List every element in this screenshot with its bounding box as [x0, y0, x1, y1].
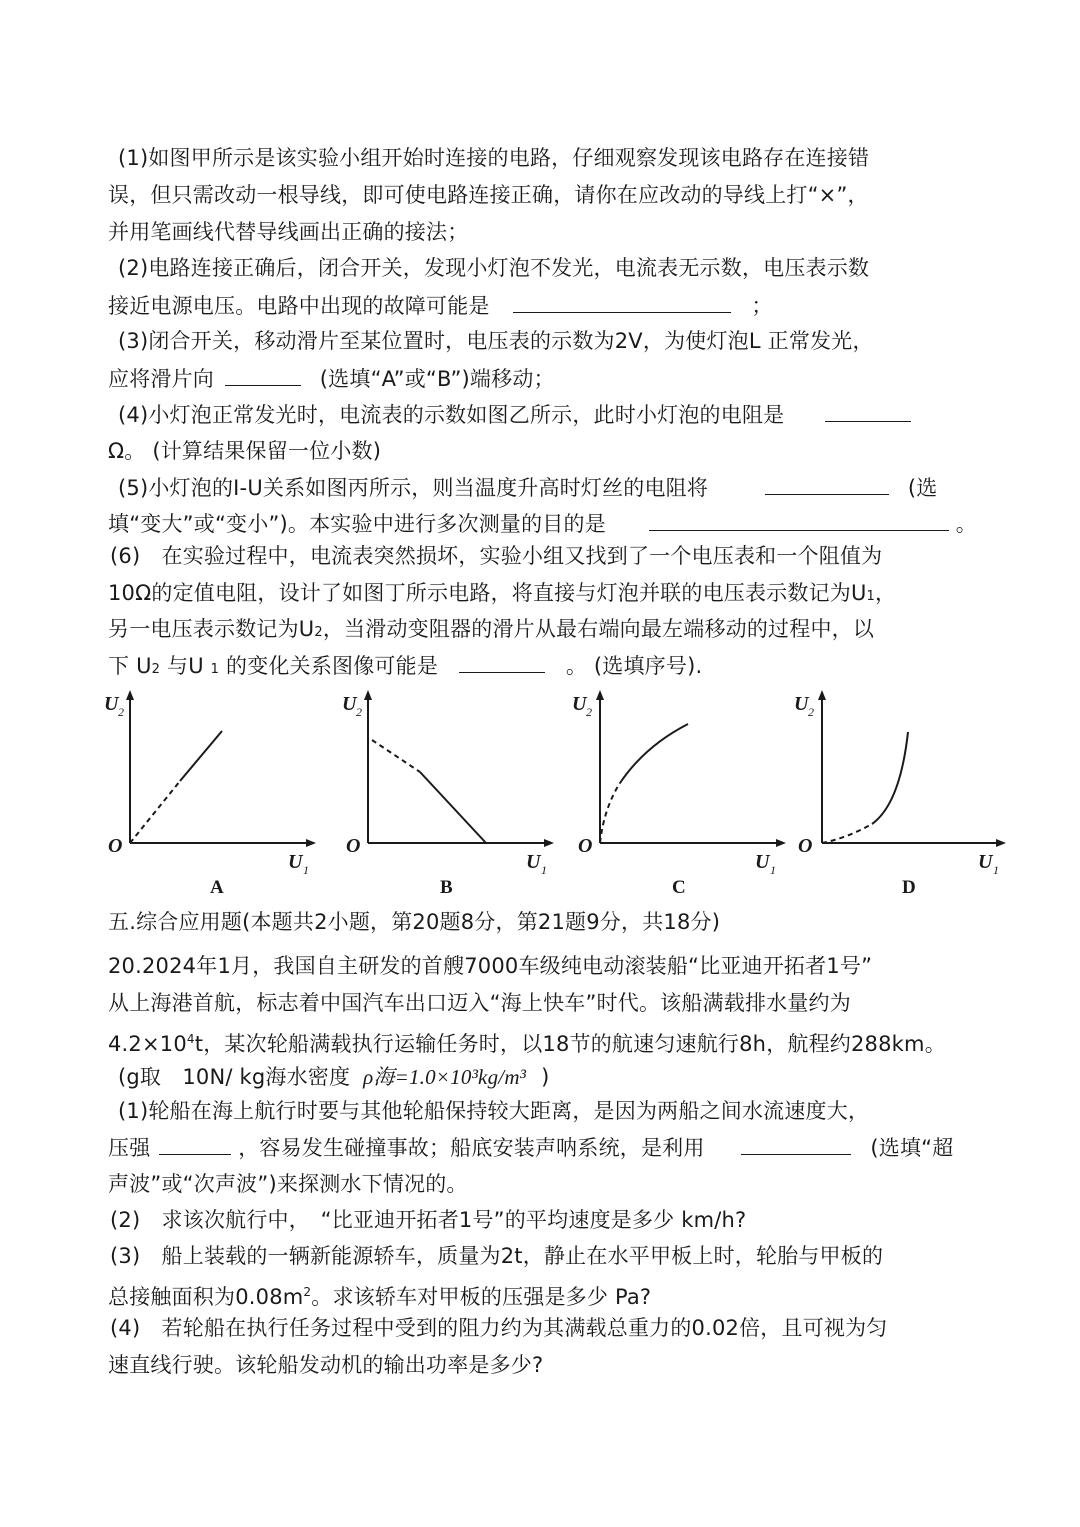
graph-b-y-label: U [342, 693, 357, 715]
graph-c-x-arrow [776, 839, 786, 847]
q19-part4-line2: Ω。 (计算结果保留一位小数) [108, 439, 382, 463]
graph-b-x-label: U [526, 851, 541, 873]
q19-part3-text: 应将滑片向 [108, 367, 214, 391]
q19-part1-line3: 并用笔画线代替导线画出正确的接法； [108, 220, 469, 244]
graph-choice-blank[interactable] [459, 650, 545, 673]
graph-a-y-arrow [126, 690, 134, 700]
graph-c-dashed-segment [600, 783, 620, 843]
q19-part6-text3b: ，当滑动变阻器的滑片从最右端向最左端移动的过程中，以 [322, 617, 875, 641]
q19-part4-text: (4)小灯泡正常发光时，电流表的示数如图乙所示，此时小灯泡的电阻是 [118, 403, 785, 427]
q20-sub1-line2 [108, 1132, 953, 1163]
q20-sub1-text-c: (选填“超 [870, 1136, 954, 1160]
graph-c-x-sub: 1 [770, 863, 776, 877]
section5-header: 五.综合应用题(本题共2小题，第20题8分，第21题9分，共18分) [108, 910, 721, 934]
q19-part6-text2b: ， [875, 581, 897, 605]
q19-part3-line2 [108, 363, 555, 394]
q19-part1-line1: (1)如图甲所示是该实验小组开始时连接的电路，仔细观察发现该电路存在连接错 [118, 146, 870, 170]
q19-part2-line2 [108, 290, 773, 321]
graph-a-x-sub: 1 [303, 863, 309, 877]
q19-part6-line4 [108, 650, 702, 685]
graph-b-x-sub: 1 [541, 863, 547, 877]
q20-sub1-line1: (1)轮船在海上航行时要与其他轮船保持较大距离，是因为两船之间水流速度大， [118, 1099, 870, 1123]
graph-c-y-label: U [572, 693, 587, 715]
q20-sub3-sup: 2 [303, 1285, 312, 1299]
q20-line3-a: 4.2×10 [108, 1032, 187, 1056]
q20-line4 [118, 1062, 549, 1092]
graph-a-x-arrow [306, 839, 316, 847]
graph-d [792, 688, 1022, 903]
q19-part3-line1: (3)闭合开关，移动滑片至某位置时，电压表的示数为2V，为使灯泡L 正常发光， [118, 329, 874, 353]
graph-c [570, 688, 790, 903]
q20-line1: 20.2024年1月，我国自主研发的首艘7000车级纯电动滚装船“比亚迪开拓者1号” [108, 954, 873, 978]
q20-sub2: (2) 求该次航行中， “比亚迪开拓者1号”的平均速度是多少 km/h? [110, 1208, 747, 1232]
graph-c-caption: C [672, 877, 686, 898]
graph-d-caption: D [902, 877, 916, 898]
q19-part6-sub3: 2 [151, 662, 161, 677]
graph-c-y-sub: 2 [586, 705, 592, 719]
graph-a-y-sub: 2 [118, 705, 124, 719]
q19-part6-line1: (6) 在实验过程中，电流表突然损坏，实验小组又找到了一个电压表和一个阻值为 [110, 544, 883, 568]
q20-line3-sup: 4 [186, 1032, 195, 1046]
q19-part5-line1 [118, 472, 937, 503]
graph-d-y-sub: 2 [808, 705, 814, 719]
q19-part5-line2 [108, 508, 977, 539]
q19-part6-text2a: 10Ω的定值电阻，设计了如图丁所示电路，将直接与灯泡并联的电压表示数记为U [108, 581, 867, 605]
graph-d-origin: O [798, 835, 813, 857]
q19-part6-sub4: 1 [210, 662, 220, 677]
q20-line4-a: (g取 10N/ kg海水密度 [118, 1065, 351, 1089]
sonar-wave-blank[interactable] [741, 1132, 851, 1155]
q19-part6-line2 [108, 578, 896, 612]
q20-sub1-text-a: 压强 [108, 1136, 151, 1160]
graph-d-y-arrow [818, 690, 826, 700]
graph-c-y-arrow [596, 690, 604, 700]
q20-line3-b: t，某次轮船满载执行运输任务时，以18节的航速匀速航行8h，航程约288km。 [194, 1032, 946, 1056]
q20-sub3-line2 [108, 1277, 651, 1312]
resistance-change-blank[interactable] [765, 472, 889, 495]
q19-part1-line2: 误，但只需改动一根导线，即可使电路连接正确，请你在应改动的导线上打“×”， [108, 183, 869, 207]
graph-b-curve [420, 772, 486, 843]
q20-line2: 从上海港首航，标志着中国汽车出口迈入“海上快车”时代。该船满载排水量约为 [108, 991, 851, 1015]
graph-a-y-label: U [104, 693, 119, 715]
q19-part5-end: 。 [955, 512, 977, 536]
graph-d-x-sub: 1 [993, 863, 999, 877]
q19-part6-sub2: 2 [314, 625, 323, 640]
graph-d-y-label: U [794, 693, 809, 715]
slider-direction-blank[interactable] [225, 363, 301, 386]
graph-d-x-label: U [978, 851, 993, 873]
graph-d-x-arrow [996, 839, 1006, 847]
measurement-purpose-blank[interactable] [649, 508, 949, 531]
q19-part2-line1: (2)电路连接正确后，闭合开关，发现小灯泡不发光，电流表无示数，电压表示数 [118, 256, 870, 280]
graph-b-origin: O [346, 835, 361, 857]
q19-part5-text: (5)小灯泡的I-U关系如图丙所示，则当温度升高时灯丝的电阻将 [118, 476, 709, 500]
graph-b-dashed-segment [372, 740, 420, 772]
q20-sub1-line3: 声波”或“次声波”)来探测水下情况的。 [108, 1172, 468, 1196]
q19-part6-text4a: 下 U [108, 654, 152, 678]
pressure-answer-blank[interactable] [159, 1132, 231, 1155]
resistance-answer-blank[interactable] [825, 399, 911, 422]
graph-a-dashed-segment [130, 781, 180, 843]
q20-sub4-line2: 速直线行驶。该轮船发动机的输出功率是多少? [108, 1353, 544, 1377]
graph-a-curve [180, 731, 222, 781]
graph-c-curve [620, 724, 688, 783]
q20-line4-b: ) [541, 1065, 550, 1089]
graph-b-caption: B [440, 877, 453, 898]
q19-part6-line3 [108, 614, 874, 648]
q19-part3-choice: (选填“A”或“B”)端移动； [319, 367, 555, 391]
q19-part5-choice: (选 [907, 476, 938, 500]
fault-answer-blank[interactable] [513, 290, 731, 313]
q20-line3 [108, 1024, 946, 1059]
q19-part2-end: ； [751, 294, 773, 318]
graph-d-curve [872, 732, 908, 824]
graph-b [338, 688, 558, 903]
q20-sub3-text-a: 总接触面积为0.08m [108, 1285, 304, 1309]
graph-d-dashed-segment [822, 824, 872, 843]
q19-part6-text4d: 。 (选填序号). [565, 654, 703, 678]
graph-a-x-label: U [288, 851, 303, 873]
graph-a [100, 688, 320, 903]
q19-part2-text: 接近电源电压。电路中出现的故障可能是 [108, 294, 490, 318]
q19-part6-text4b: 与U [160, 654, 211, 678]
graph-a-caption: A [210, 877, 224, 898]
graph-b-y-arrow [364, 690, 372, 700]
q20-sub1-text-b: ，容易发生碰撞事故；船底安装声呐系统，是利用 [238, 1136, 705, 1160]
q20-sub4-line1: (4) 若轮船在执行任务过程中受到的阻力约为其满载总重力的0.02倍，且可视为匀 [110, 1316, 888, 1340]
q19-part5-text2: 填“变大”或“变小”)。本实验中进行多次测量的目的是 [108, 512, 606, 536]
graph-c-origin: O [578, 835, 593, 857]
seawater-density-formula: ρ海=1.0×10³kg/m³ [363, 1065, 527, 1089]
q19-part6-text4c: 的变化关系图像可能是 [219, 654, 439, 678]
q20-sub3-line1: (3) 船上装载的一辆新能源轿车，质量为2t，静止在水平甲板上时，轮胎与甲板的 [110, 1244, 884, 1268]
q19-part6-sub1: 1 [866, 589, 876, 604]
q20-sub3-text-b: 。求该轿车对甲板的压强是多少 Pa? [311, 1285, 652, 1309]
q19-part4-line1 [118, 399, 911, 430]
graph-c-x-label: U [755, 851, 770, 873]
q19-part6-text3a: 另一电压表示数记为U [108, 617, 315, 641]
graph-b-x-arrow [544, 839, 554, 847]
graph-a-origin: O [108, 835, 123, 857]
graph-b-y-sub: 2 [356, 705, 362, 719]
